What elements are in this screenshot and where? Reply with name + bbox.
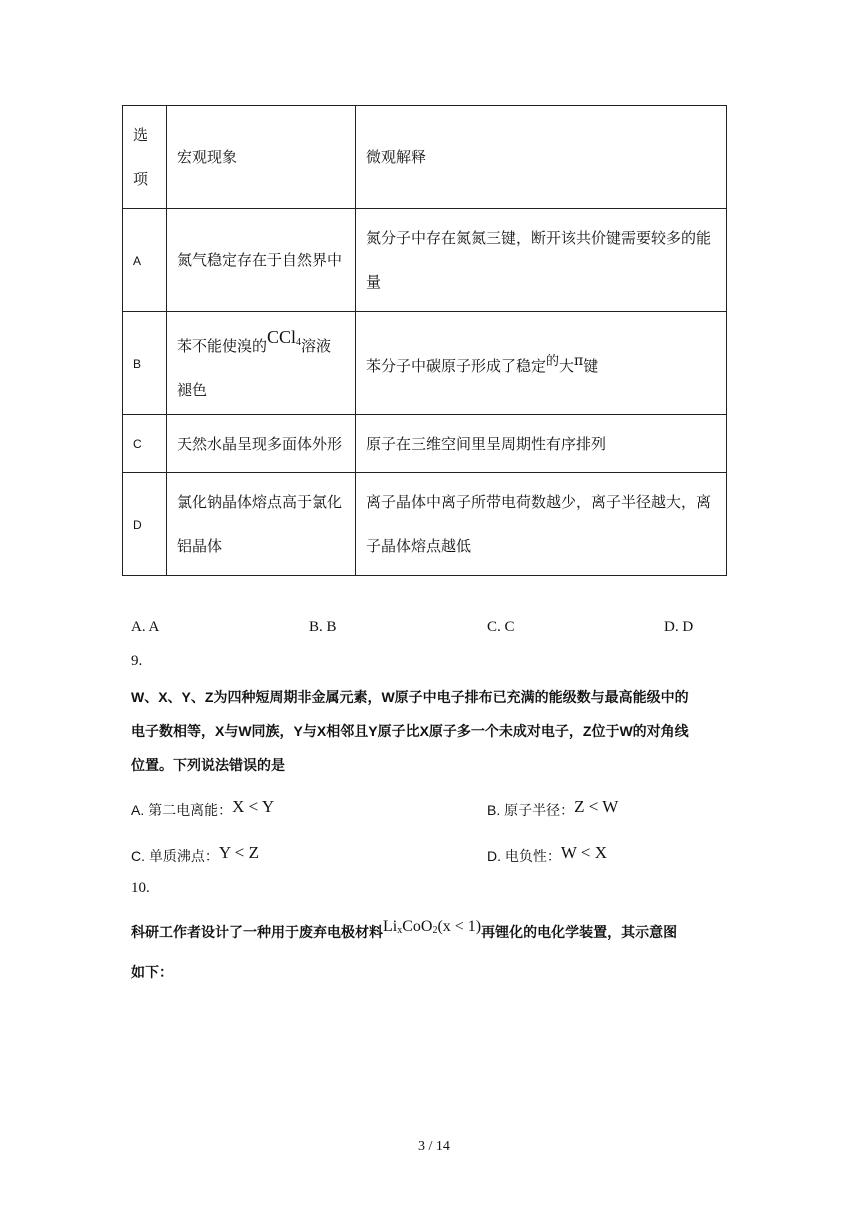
table-row (123, 209, 727, 312)
question-9-stem-line-1: W、X、Y、Z为四种短周期非金属元素，W原子中电子排布已充满的能级数与最高能级中的 (131, 689, 689, 705)
pi-symbol: π (574, 352, 584, 369)
row-micro: 离子晶体中离子所带电荷数越少，离子半径越大，离子晶体熔点越低 (356, 473, 727, 576)
header-option: 选 项 (123, 106, 167, 209)
question-9-option-b: B. 原子半径：Z < W (487, 797, 619, 818)
row-macro: 氯化钠晶体熔点高于氯化铝晶体 (167, 473, 356, 576)
table-row (123, 473, 727, 576)
ccl4-formula: CCl$_4$ (267, 326, 302, 348)
page-number: 3 / 14 (418, 1139, 450, 1154)
question-table (122, 105, 727, 576)
answer-option-b: B. B (309, 619, 337, 635)
row-option: C (123, 415, 167, 473)
row-macro: 天然水晶呈现多面体外形 (167, 415, 356, 473)
row-micro: 氮分子中存在氮氮三键，断开该共价键需要较多的能量 (356, 209, 727, 312)
question-10-stem-line-1: 科研工作者设计了一种用于废弃电极材料$Li_xCoO_2(x < 1)$再锂化的电化学装置，其示意图 (131, 918, 678, 940)
answer-option-a: A. A (131, 619, 160, 635)
question-9-stem-line-3: 位置。下列说法错误的是 (131, 757, 285, 773)
table-row (123, 415, 727, 473)
question-10-stem-line-2: 如下： (131, 964, 173, 980)
question-10-number: 10. (131, 880, 150, 896)
row-option: B (123, 312, 167, 415)
header-micro: 微观解释 (356, 106, 727, 209)
question-9-option-d: D. 电负性：W < X (487, 843, 607, 864)
row-macro: 苯不能使溴的CCl$_4$溶液褪色 (167, 312, 356, 415)
answer-option-d: D. D (664, 619, 694, 635)
question-9-option-a: A. 第二电离能：X < Y (131, 797, 275, 818)
row-option: A (123, 209, 167, 312)
licoo2-formula: $Li_xCoO_2(x < 1)$ (383, 918, 482, 936)
row-micro: 苯分子中碳原子形成了稳定的大π键 (356, 312, 727, 415)
question-9-option-c: C. 单质沸点：Y < Z (131, 843, 260, 864)
question-9-number: 9. (131, 653, 143, 669)
header-macro: 宏观现象 (167, 106, 356, 209)
table-header-row (123, 106, 727, 209)
table-row (123, 312, 727, 415)
question-9-stem-line-2: 电子数相等，X与W同族，Y与X相邻且Y原子比X原子多一个未成对电子，Z位于W的对角线 (131, 723, 689, 739)
row-macro: 氮气稳定存在于自然界中 (167, 209, 356, 312)
answer-option-c: C. C (487, 619, 515, 635)
row-option: D (123, 473, 167, 576)
row-micro: 原子在三维空间里呈周期性有序排列 (356, 415, 727, 473)
